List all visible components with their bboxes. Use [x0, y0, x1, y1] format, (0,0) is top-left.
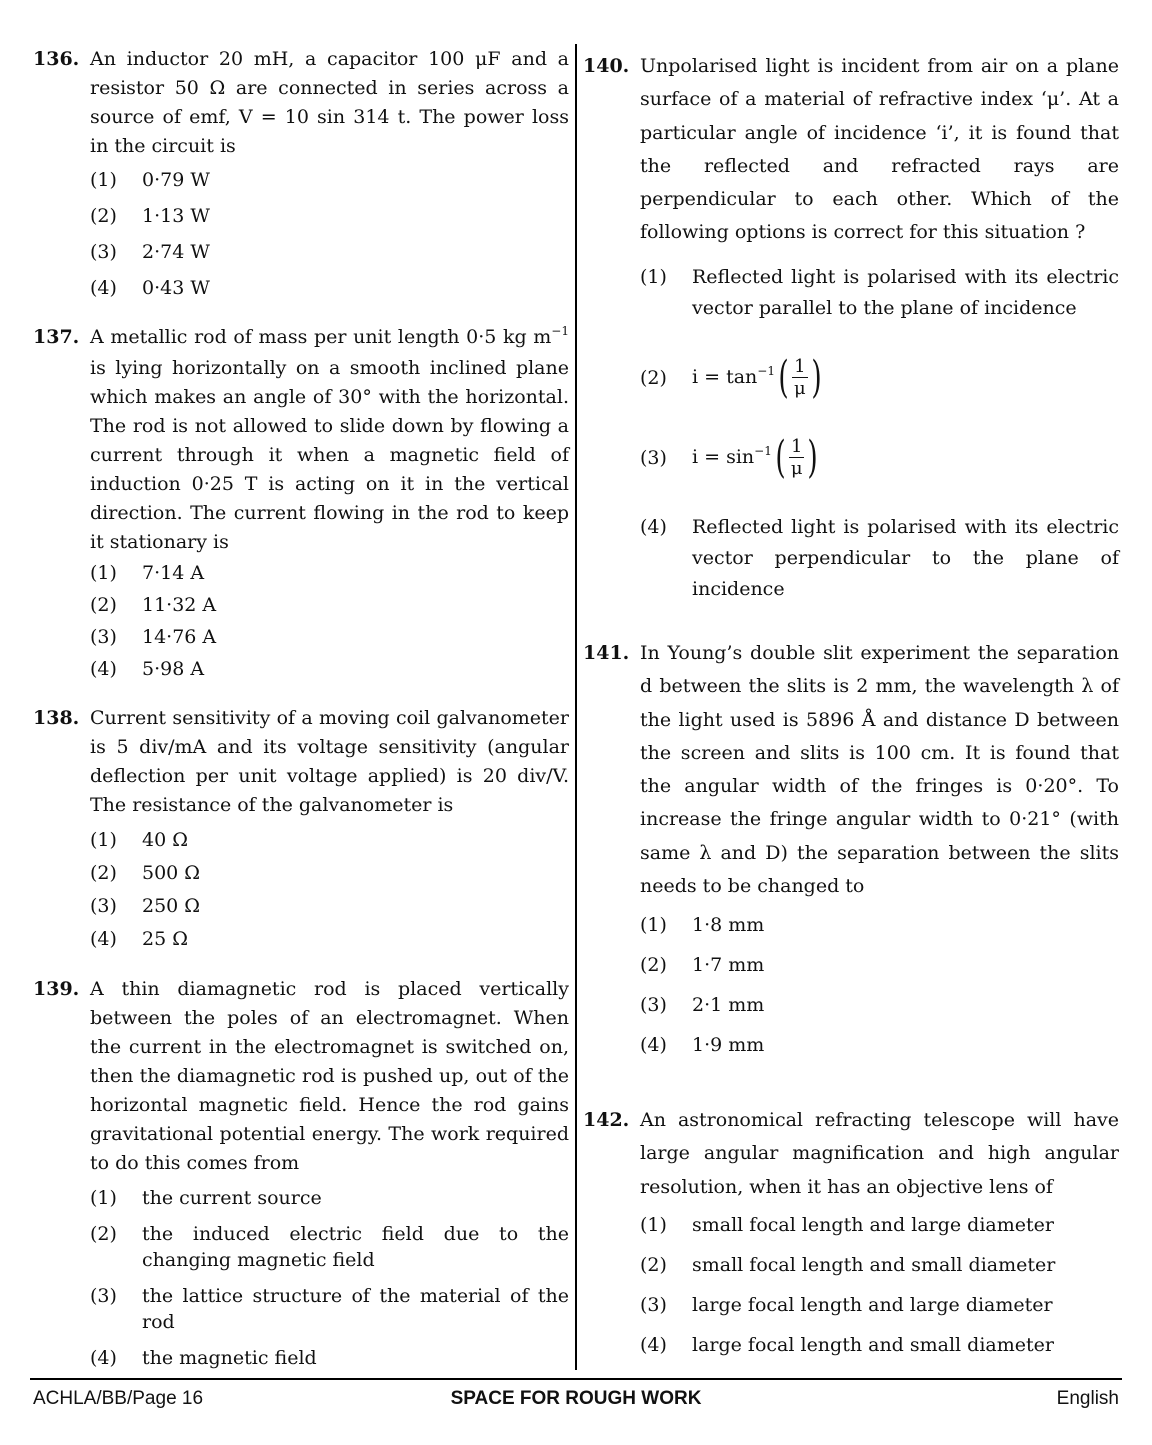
- fraction: ( $\frac{1}{\mu}$ ): [778, 351, 822, 403]
- option-4: [90, 275, 569, 311]
- column-divider: [575, 44, 577, 1370]
- question-number: 141.: [583, 642, 630, 664]
- question-number: 137.: [33, 326, 80, 348]
- superscript: −1: [757, 363, 775, 378]
- option-2: [640, 1252, 1119, 1292]
- denominator: μ: [794, 378, 806, 400]
- option-number: (4): [90, 658, 117, 680]
- option-1: [90, 827, 569, 860]
- option-text: 1·7 mm: [692, 954, 765, 977]
- option-number: (4): [90, 277, 117, 299]
- options-list: [90, 167, 569, 311]
- option-4: [90, 1345, 569, 1371]
- option-number: (3): [90, 241, 117, 263]
- option-2: [90, 1221, 569, 1273]
- option-4: [640, 1032, 1119, 1072]
- option-number: (2): [640, 366, 667, 389]
- option-number: (3): [90, 626, 117, 648]
- option-3: [640, 992, 1119, 1032]
- option-text: 14·76 A: [142, 626, 217, 648]
- option-number: (1): [640, 1213, 667, 1236]
- language-label: English: [1056, 1388, 1119, 1409]
- options-list: [90, 560, 569, 688]
- question-text: Unpolarised light is incident from air on a plane surface of a material of refractive index ‘μ’. At a particular angle of incidence ‘i’, it is found that the reflected and refracted rays are perpendicular to each other. Which of the following options is correct for this situation ?: [640, 55, 1119, 244]
- options-list: [640, 912, 1119, 1072]
- option-2: [90, 203, 569, 239]
- option-text: Reflected light is polarised with its electric vector perpendicular to the plane of incidence: [692, 515, 1119, 600]
- option-text: 1·8 mm: [692, 914, 765, 937]
- option-text: small focal length and large diameter: [692, 1213, 1054, 1236]
- option-3: [640, 1292, 1119, 1332]
- option-4: [640, 512, 1119, 605]
- option-number: (2): [640, 1253, 667, 1276]
- option-2: [640, 338, 1119, 418]
- option-1: [640, 262, 1119, 324]
- question-number: 142.: [583, 1109, 630, 1131]
- option-number: (3): [90, 1285, 117, 1307]
- option-2: [90, 592, 569, 624]
- option-number: (1): [90, 829, 117, 851]
- option-3: [90, 239, 569, 275]
- option-number: (4): [90, 928, 117, 950]
- option-text: 250 Ω: [142, 895, 201, 917]
- option-1: [640, 1212, 1119, 1252]
- superscript: −1: [551, 324, 569, 338]
- options-list: [640, 1212, 1119, 1372]
- question-139: [33, 975, 569, 1371]
- option-number: (1): [640, 914, 667, 937]
- question-141: [583, 637, 1119, 1072]
- superscript: −1: [754, 443, 772, 458]
- option-number: (3): [640, 994, 667, 1017]
- option-number: (3): [640, 1293, 667, 1316]
- question-text: An astronomical refracting telescope will have large angular magnification and high angular resolution, when it has an objective lens of: [640, 1109, 1119, 1198]
- question-140: [583, 50, 1119, 605]
- option-1: [90, 167, 569, 203]
- question-136: [33, 45, 569, 311]
- option-4: [90, 926, 569, 959]
- option-number: (2): [90, 594, 117, 616]
- option-text: 0·79 W: [142, 169, 210, 191]
- formula-prefix: i = sin: [692, 445, 755, 468]
- rough-work-label: SPACE FOR ROUGH WORK: [450, 1388, 702, 1409]
- option-text: 2·74 W: [142, 241, 210, 263]
- option-number: (3): [90, 895, 117, 917]
- formula-prefix: i = tan: [692, 365, 758, 388]
- options-list: [640, 262, 1119, 605]
- option-text: large focal length and small diameter: [692, 1333, 1054, 1356]
- option-text: 7·14 A: [142, 562, 205, 584]
- numerator: 1: [791, 436, 803, 458]
- option-number: (1): [90, 1187, 117, 1209]
- option-text: 2·1 mm: [692, 994, 765, 1017]
- question-number: 136.: [33, 48, 80, 70]
- option-number: (1): [640, 265, 667, 288]
- options-list: [90, 827, 569, 959]
- denominator: μ: [790, 458, 803, 480]
- options-list: [90, 1185, 569, 1371]
- option-text: the current source: [142, 1187, 322, 1209]
- option-3: [640, 418, 1119, 498]
- question-text-part: A metallic rod of mass per unit length 0·5 kg m: [90, 326, 552, 348]
- question-text: A thin diamagnetic rod is placed vertically between the poles of an electromagnet. When the current in the electromagnet is switched on, then the diamagnetic rod is pushed up, out of the horizontal magnetic field. Hence the rod gains gravitational potential energy. The work required to do this comes from: [90, 978, 569, 1174]
- question-text: In Young’s double slit experiment the separation d between the slits is 2 mm, the wavelength λ of the light used is 5896 Å and distance D between the screen and slits is 100 cm. It is found that the angular width of the fringes is 0·20°. To increase the fringe angular width to 0·21° (with same λ and D) the separation between the slits needs to be changed to: [640, 642, 1119, 898]
- option-number: (4): [90, 1347, 117, 1369]
- option-number: (4): [640, 1034, 667, 1057]
- option-text: 11·32 A: [142, 594, 217, 616]
- option-4: [640, 1332, 1119, 1372]
- option-number: (4): [640, 515, 667, 538]
- question-text: Current sensitivity of a moving coil galvanometer is 5 div/mA and its voltage sensitivity (angular deflection per unit voltage applied) is 20 div/V. The resistance of the galvanometer is: [90, 707, 569, 816]
- option-1: [640, 912, 1119, 952]
- footer-rule: [30, 1378, 1122, 1380]
- option-text: 25 Ω: [142, 928, 188, 950]
- option-number: (3): [640, 446, 667, 469]
- question-number: 140.: [583, 55, 630, 77]
- fraction: ( $\frac{1}{\mu}$ ): [775, 431, 819, 483]
- question-138: [33, 704, 569, 959]
- option-number: (2): [90, 1223, 117, 1245]
- option-3: [90, 624, 569, 656]
- option-3: [90, 893, 569, 926]
- option-text: large focal length and large diameter: [692, 1293, 1053, 1316]
- option-text: the lattice structure of the material of the rod: [142, 1285, 569, 1333]
- option-number: (1): [90, 169, 117, 191]
- option-2: [640, 952, 1119, 992]
- numerator: 1: [794, 356, 806, 378]
- page-id: ACHLA/BB/Page 16: [33, 1388, 204, 1409]
- question-137: [33, 323, 569, 688]
- option-text: 5·98 A: [142, 658, 205, 680]
- question-text: [90, 323, 569, 557]
- question-142: [583, 1104, 1119, 1372]
- question-number: 138.: [33, 707, 80, 729]
- option-text: the induced electric field due to the changing magnetic field: [142, 1223, 569, 1271]
- option-4: [90, 656, 569, 688]
- question-text-part: is lying horizontally on a smooth inclined plane which makes an angle of 30° with the horizontal. The rod is not allowed to slide down by flowing a current through it when a magnetic field of induction 0·25 T is acting on it in the vertical direction. The current flowing in the rod to keep it stationary is: [90, 357, 569, 553]
- option-1: [90, 560, 569, 592]
- option-text: 0·43 W: [142, 277, 210, 299]
- option-text: 40 Ω: [142, 829, 188, 851]
- option-number: (1): [90, 562, 117, 584]
- option-number: (2): [90, 862, 117, 884]
- option-text: [692, 351, 1119, 403]
- option-text: the magnetic field: [142, 1347, 317, 1369]
- option-text: 500 Ω: [142, 862, 201, 884]
- option-number: (2): [640, 954, 667, 977]
- option-1: [90, 1185, 569, 1211]
- option-text: Reflected light is polarised with its electric vector parallel to the plane of incidence: [692, 265, 1119, 319]
- option-2: [90, 860, 569, 893]
- option-text: 1·9 mm: [692, 1034, 765, 1057]
- option-number: (4): [640, 1333, 667, 1356]
- question-text: An inductor 20 mH, a capacitor 100 μF and a resistor 50 Ω are connected in series across a source of emf, V = 10 sin 314 t. The power loss in the circuit is: [90, 48, 569, 157]
- option-3: [90, 1283, 569, 1335]
- option-text: 1·13 W: [142, 205, 210, 227]
- option-number: (2): [90, 205, 117, 227]
- question-number: 139.: [33, 978, 80, 1000]
- option-text: [692, 431, 1119, 483]
- option-text: small focal length and small diameter: [692, 1253, 1056, 1276]
